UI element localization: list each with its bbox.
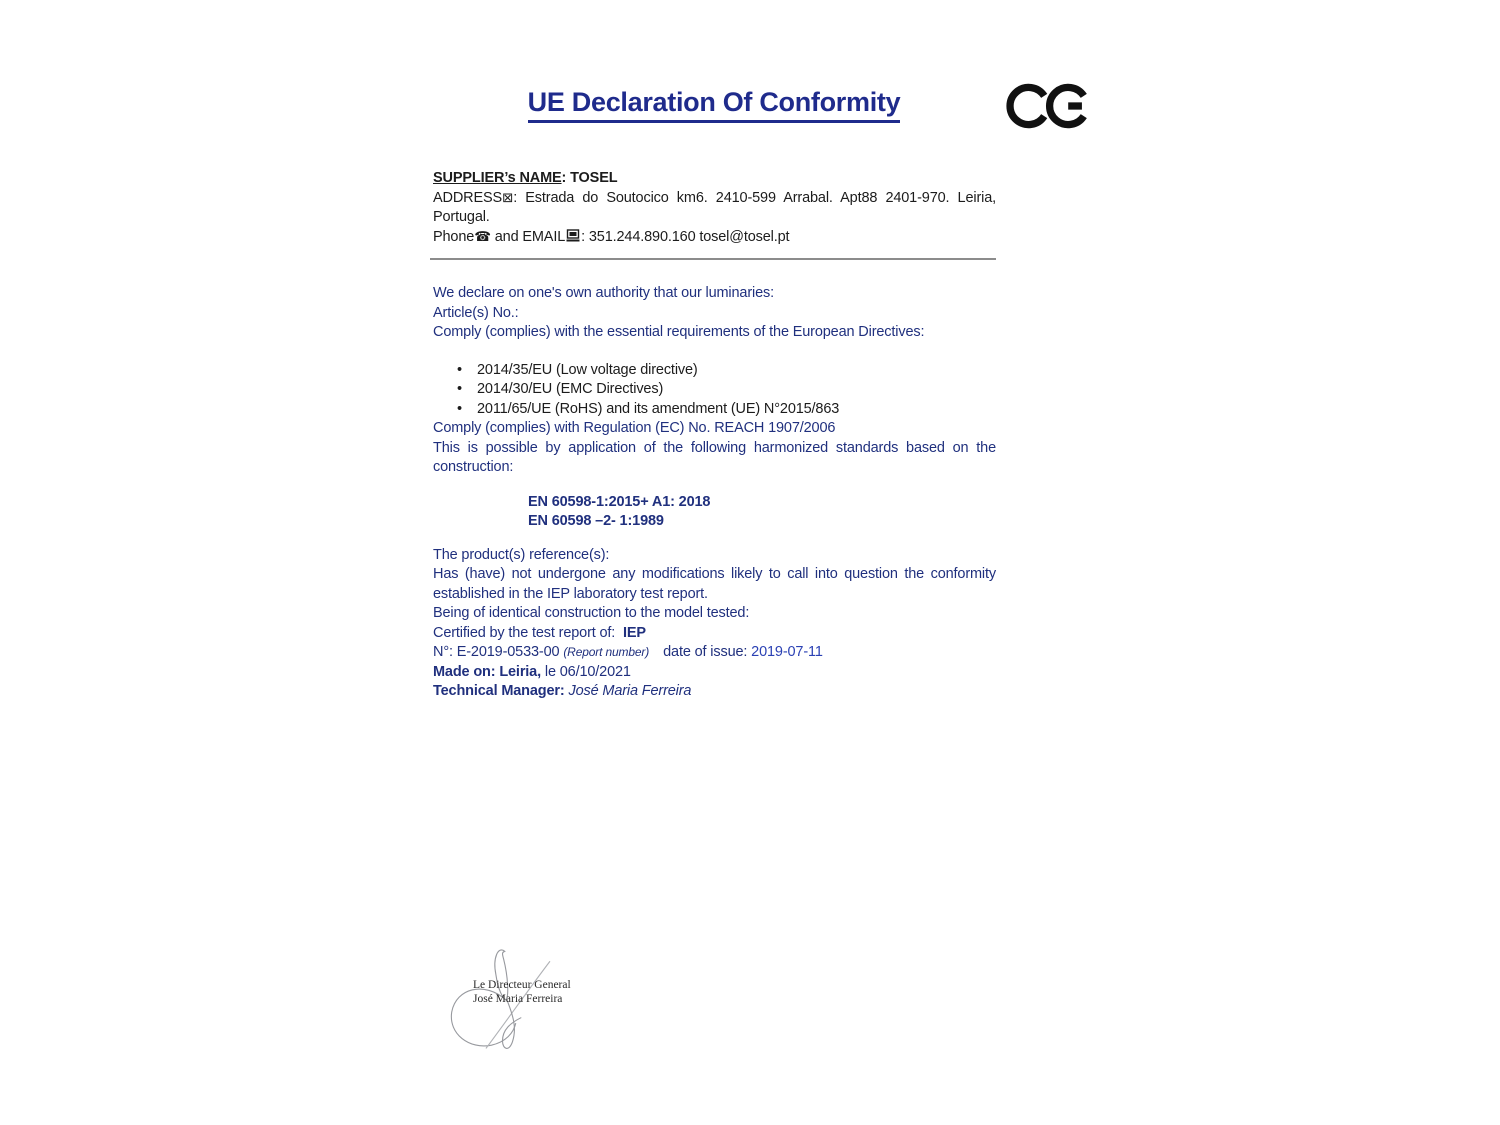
- phone-label: Phone: [433, 228, 475, 245]
- computer-icon: [566, 229, 580, 242]
- comply-reach-line: Comply (complies) with Regulation (EC) No. REACH 1907/2006: [433, 420, 836, 436]
- issue-label: date of issue:: [663, 644, 748, 660]
- articles-line: Article(s) No.:: [433, 304, 519, 321]
- comply-directives-line: Comply (complies) with the essential requirements of the European Directives:: [433, 324, 925, 340]
- made-on-line: [433, 663, 996, 683]
- modifications-line: Has (have) not undergone any modifications likely to call into question the conformity established in the IEP laboratory test report.: [433, 566, 996, 602]
- report-note: (Report number): [563, 645, 650, 659]
- supplier-name-value: : TOSEL: [561, 170, 618, 186]
- directive-item: • 2014/35/EU (Low voltage directive): [477, 361, 996, 381]
- manager-label: Technical Manager:: [433, 683, 565, 699]
- product-reference-block: [433, 546, 996, 624]
- harmonized-intro: This is possible by application of the following harmonized standards based on the construction:: [433, 439, 996, 475]
- issue-date: 2019-07-11: [751, 644, 823, 660]
- supplier-contact-line: [433, 228, 996, 248]
- email-label: and EMAIL: [490, 228, 566, 245]
- product-reference-line: The product(s) reference(s):: [433, 546, 610, 563]
- envelope-icon: ⊠: [502, 189, 514, 206]
- manager-line: [433, 682, 996, 702]
- supplier-block: [433, 169, 996, 247]
- certified-line: [433, 624, 996, 644]
- made-on-label: Made on: Leiria,: [433, 663, 541, 680]
- address-label: ADDRESS: [433, 189, 503, 206]
- signature-stamp: [473, 978, 571, 1006]
- standard-item: EN 60598-1:2015+ A1: 2018: [528, 493, 711, 510]
- supplier-address-line: [433, 189, 996, 228]
- directive-item: • 2011/65/UE (RoHS) and its amendment (UE) N°2015/863: [477, 400, 996, 420]
- page-title: UE Declaration Of Conformity: [528, 88, 901, 123]
- ce-mark-icon: [1006, 83, 1090, 129]
- declaration-body: [433, 284, 996, 702]
- report-number: N°: E-2019-0533-00: [433, 644, 560, 660]
- manager-value: José Maria Ferreira: [568, 683, 692, 699]
- made-on-value: le 06/10/2021: [544, 663, 631, 680]
- standard-item: EN 60598 –2- 1:1989: [528, 513, 664, 529]
- declaration-statement: We declare on one's own authority that our luminaries:: [433, 285, 774, 301]
- signature-stamp-line2: José Maria Ferreira: [473, 993, 563, 1005]
- address-value: : Estrada do Soutocico km6. 2410-599 Arrabal. Apt88 2401-970. Leiria, Portugal.: [433, 189, 996, 225]
- divider-line: [430, 258, 996, 260]
- phone-icon: ☎: [474, 228, 491, 245]
- identical-construction-line: Being of identical construction to the model tested:: [433, 605, 750, 621]
- title-block: [433, 88, 995, 123]
- directive-item: • 2014/30/EU (EMC Directives): [477, 380, 996, 400]
- report-line: [433, 643, 996, 663]
- certified-value: IEP: [622, 624, 646, 641]
- standards-list: [528, 493, 996, 532]
- certified-label: Certified by the test report of:: [433, 624, 616, 641]
- signature-block: [445, 948, 635, 1058]
- supplier-name-label: SUPPLIER’s NAME: [433, 170, 562, 186]
- supplier-name-line: [433, 169, 996, 189]
- directives-list: [433, 361, 996, 420]
- signature-stamp-line1: Le Directeur General: [473, 979, 571, 991]
- contact-value: : 351.244.890.160 tosel@tosel.pt: [581, 228, 790, 245]
